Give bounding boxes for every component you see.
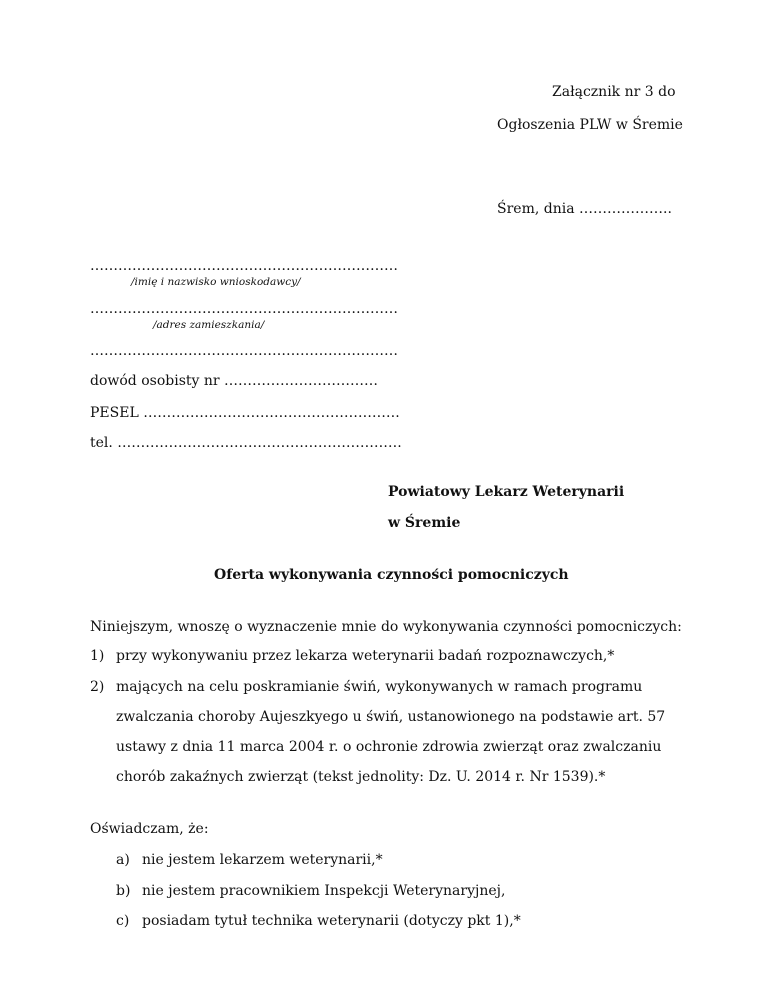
document-title: Oferta wykonywania czynności pomocniczych: [214, 567, 569, 583]
declaration-c-label: c): [116, 913, 130, 929]
declaration-heading: Oświadczam, że:: [90, 821, 209, 837]
address-dots: …………………………………………………………: [90, 301, 398, 317]
pesel-field: PESEL ……………………………………………….: [90, 405, 400, 421]
declaration-a: [116, 852, 383, 868]
name-dots: …………………………………………………………: [90, 258, 398, 274]
declaration-a-text: nie jestem lekarzem weterynarii,*: [142, 852, 383, 868]
address-dots-2: …………………………………………………………: [90, 343, 398, 359]
attachment-line-2: Ogłoszenia PLW w Śremie: [497, 117, 683, 133]
intro-text: Niniejszym, wnoszę o wyznaczenie mnie do wykonywania czynności pomocniczych:: [90, 619, 682, 635]
item-2-line-3: ustawy z dnia 11 marca 2004 r. o ochronie zdrowia zwierząt oraz zwalczaniu: [116, 739, 662, 755]
item-2-number: 2): [90, 679, 105, 695]
declaration-b-text: nie jestem pracownikiem Inspekcji Weterynaryjnej,: [142, 883, 506, 899]
item-1: [90, 648, 614, 664]
id-card-field: dowód osobisty nr ……………………………: [90, 373, 379, 389]
recipient-line-2: w Śremie: [388, 515, 461, 531]
item-1-text: przy wykonywaniu przez lekarza weterynarii badań rozpoznawczych,*: [116, 648, 615, 664]
item-1-number: 1): [90, 648, 105, 664]
attachment-line-1: Załącznik nr 3 do: [552, 84, 676, 100]
item-2-line-1: mających na celu poskramianie świń, wykonywanych w ramach programu: [116, 679, 643, 695]
place-date: Śrem, dnia ………………..: [497, 201, 672, 217]
declaration-c: [116, 913, 521, 929]
address-caption: /adres zamieszkania/: [153, 319, 265, 331]
declaration-b-label: b): [116, 883, 131, 899]
item-2-line-2: zwalczania choroby Aujeszkyego u świń, ustanowionego na podstawie art. 57: [116, 709, 666, 725]
item-2: [90, 679, 642, 695]
declaration-c-text: posiadam tytuł technika weterynarii (dotyczy pkt 1),*: [142, 913, 521, 929]
item-2-line-4: chorób zakaźnych zwierząt (tekst jednolity: Dz. U. 2014 r. Nr 1539).*: [116, 769, 606, 785]
declaration-b: [116, 883, 505, 899]
name-caption: /imię i nazwisko wnioskodawcy/: [131, 276, 301, 288]
recipient-line-1: Powiatowy Lekarz Weterynarii: [388, 484, 625, 500]
declaration-a-label: a): [116, 852, 130, 868]
tel-field: tel. …………………………………………………….: [90, 435, 402, 451]
